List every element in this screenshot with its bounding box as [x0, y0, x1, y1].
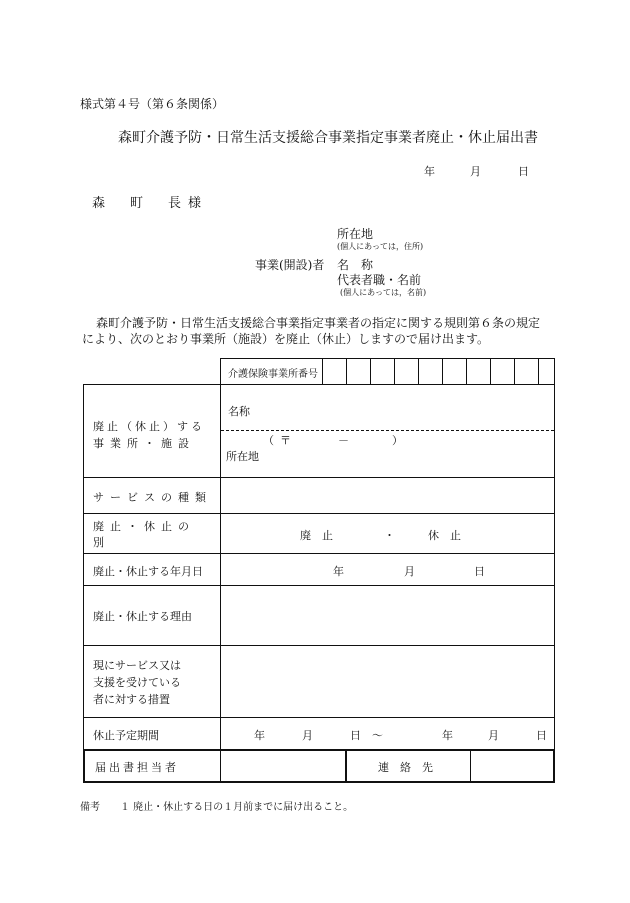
postal-close: ） [392, 434, 403, 447]
type-label-2: 別 [93, 536, 104, 549]
service-type-label: サービスの種類 [93, 491, 212, 504]
period-year-2: 年 [442, 729, 453, 742]
date-row-year: 年 [333, 565, 344, 578]
facility-name-label: 名称 [228, 405, 250, 418]
page-title: 森町介護予防・日常生活支援総合事業指定事業者廃止・休止届出書 [118, 130, 538, 146]
applicant-name-label: 名 称 [337, 258, 374, 272]
period-year-1: 年 [254, 729, 265, 742]
measures-label-3: 者に対する措置 [93, 693, 170, 706]
period-day-1: 日 [350, 729, 361, 742]
period-month-2: 月 [488, 729, 499, 742]
date-row-day: 日 [474, 565, 485, 578]
postal-open: （ [263, 434, 274, 447]
body-line-2: により、次のとおり事業所（施設）を廃止（休止）しますので届け出ます。 [82, 332, 490, 346]
period-tilde: ～ [372, 729, 383, 742]
measures-label-1: 現にサービス又は [93, 659, 181, 672]
contact-label: 連 絡 先 [378, 761, 433, 774]
date-month: 月 [470, 165, 481, 178]
measures-label-2: 支援を受けている [93, 676, 181, 689]
applicant-rep-label: 代表者職・名前 [337, 273, 422, 287]
type-dot: ・ [384, 529, 395, 542]
postal-mark: 〒 [280, 434, 291, 447]
period-day-2: 日 [536, 729, 547, 742]
applicant-location-label: 所在地 [337, 227, 374, 241]
addressee-name: 森 町 長 [92, 196, 188, 211]
office-number-label: 介護保険事業所番号 [228, 369, 318, 380]
facility-label-2: 事業所・施設 [93, 437, 195, 450]
date-day: 日 [518, 165, 529, 178]
reason-label: 廃止・休止する理由 [93, 610, 192, 623]
postal-dash: － [338, 434, 349, 447]
applicant-label: 事業(開設)者 [255, 258, 325, 272]
period-month-1: 月 [302, 729, 313, 742]
date-row-month: 月 [404, 565, 415, 578]
note: 備考 １ 廃止・休止する日の１月前までに届け出ること。 [80, 802, 354, 813]
person-label: 届出書担当者 [95, 761, 179, 774]
body-line-1: 森町介護予防・日常生活支援総合事業指定事業者の指定に関する規則第６条の規定 [96, 316, 541, 330]
date-label: 廃止・休止する年月日 [93, 565, 203, 578]
applicant-rep-note: (個人にあっては，名前) [340, 288, 427, 297]
facility-label-1: 廃止（休止）する [93, 420, 205, 433]
type-suspend: 休 止 [428, 529, 461, 542]
type-abolish: 廃 止 [300, 529, 333, 542]
applicant-location-note: (個人にあっては，住所) [337, 242, 424, 251]
addressee-honorific: 様 [188, 196, 202, 211]
date-year: 年 [424, 165, 435, 178]
form-number: 様式第４号（第６条関係） [80, 97, 225, 111]
facility-address-label: 所在地 [226, 450, 259, 463]
period-label: 休止予定期間 [93, 729, 159, 742]
type-label-1: 廃止・休止の [93, 520, 195, 533]
